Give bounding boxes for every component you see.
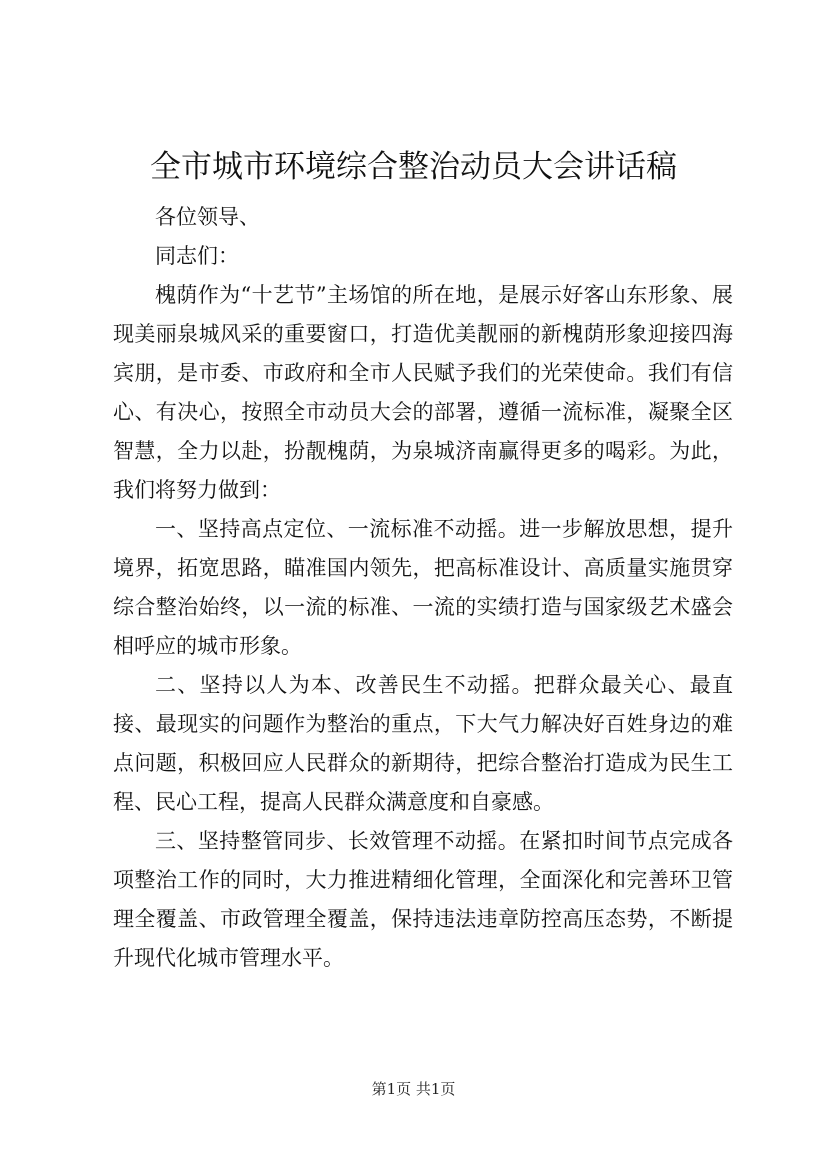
salutation-line-1: 各位领导、: [155, 205, 260, 229]
paragraph-intro: 槐荫作为“十艺节”主场馆的所在地，是展示好客山东形象、展现美丽泉城风采的重要窗口，打造优美靓丽的新槐荫形象迎接四海宾朋，是市委、市政府和全市人民赋予我们的光荣使命。我们有信心、有决心，按照全市动员大会的部署，遵循一流标准，凝聚全区智慧，全力以赴，扮靓槐荫，为泉城济南赢得更多的喝彩。为此，我们将努力做到：: [113, 283, 733, 502]
page-number-footer: 第1页 共1页: [371, 1080, 456, 1098]
document-body: [113, 198, 733, 978]
paragraph-point-2: 二、坚持以人为本、改善民生不动摇。把群众最关心、最直接、最现实的问题作为整治的重点，下大气力解决好百姓身边的难点问题，积极回应人民群众的新期待，把综合整治打造成为民生工程、民心工程，提高人民群众满意度和自豪感。: [113, 673, 733, 814]
salutation-line-2: 同志们：: [155, 244, 239, 268]
document-title: 全市城市环境综合整治动员大会讲话稿: [150, 149, 677, 185]
paragraph-point-1: 一、坚持高点定位、一流标准不动摇。进一步解放思想，提升境界，拓宽思路，瞄准国内领先，把高标准设计、高质量实施贯穿综合整治始终，以一流的标准、一流的实绩打造与国家级艺术盛会相呼应的城市形象。: [113, 517, 733, 658]
paragraph-point-3: 三、坚持整管同步、长效管理不动摇。在紧扣时间节点完成各项整治工作的同时，大力推进精细化管理，全面深化和完善环卫管理全覆盖、市政管理全覆盖，保持违法违章防控高压态势，不断提升现代化城市管理水平。: [113, 829, 733, 970]
